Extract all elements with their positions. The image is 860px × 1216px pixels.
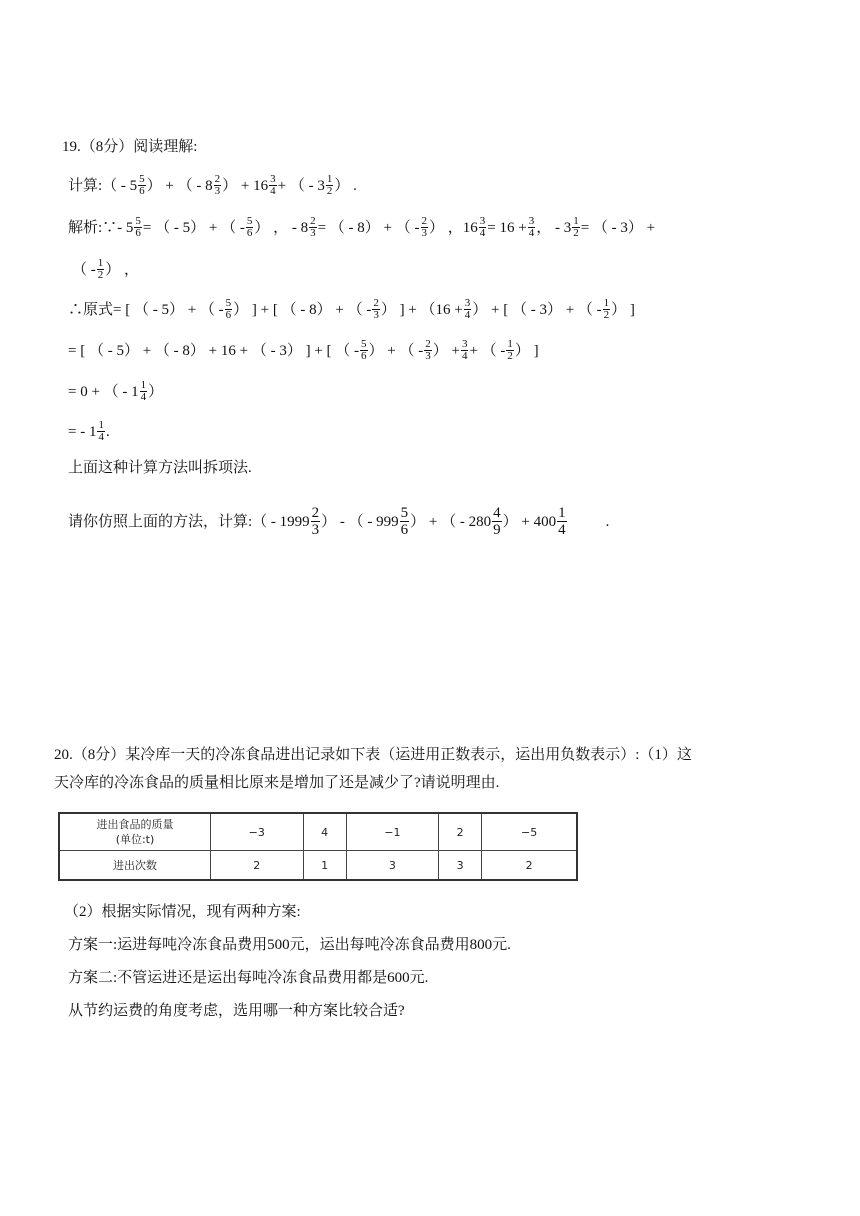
q20-question: 从节约运费的角度考虑，选用哪一种方案比较合适? (68, 1003, 405, 1019)
table-row-mass (59, 813, 577, 851)
mass-cell: −5 (482, 813, 577, 851)
q20-intro-line2: 天冷库的冷冻食品的质量相比原来是增加了还是减少了?请说明理由. (54, 775, 500, 791)
mass-cell: 2 (439, 813, 482, 851)
table-row-count (59, 851, 577, 881)
q19-header: 19.（8分）阅读理解: (62, 139, 198, 155)
q19-step2: = [ （ - 5） + （ - 8） + 16 + （ - 3） ] + [ （ - $\frac{5}{6}$ ） + （ - $\frac{2}{3}$ ） + $\frac{3}{4}$ + （ - $\frac{1}{2}$ ） ] (68, 338, 539, 362)
count-cell: 2 (482, 851, 577, 881)
q19-calc-expression: 计算: （ - 5 $\frac{5}{6}$ ） + （ - 8 $\frac{2}{3}$ ） + 16 $\frac{3}{4}$ + （ - 3 $\frac{1}{2}$ ） . (68, 173, 357, 197)
q19-step4: = - 1 $\frac{1}{4}$ . (68, 419, 110, 443)
count-cell: 1 (303, 851, 346, 881)
calc-label: 计算: (68, 177, 103, 194)
food-record-table (58, 812, 578, 881)
mass-cell: 4 (303, 813, 346, 851)
q20-intro-line1: 20.（8分）某冷库一天的冷冻食品进出记录如下表（运进用正数表示，运出用负数表示）:（1）这 (54, 747, 692, 763)
q19-analysis-line2: （ - $\frac{1}{2}$ ） ， (72, 257, 140, 281)
mass-cell: −1 (346, 813, 439, 851)
q19-step1: ∴原式 = [ （ - 5） + （ - $\frac{5}{6}$ ） ] + [ （ - 8） + （ - $\frac{2}{3}$ ） ] + （16 + $\frac{3}{4}$ ） + [ （ - 3） + （ - $\frac{1}{2}$ ） ] (68, 297, 635, 321)
mass-header: 进出食品的质量 (单位:t) (59, 813, 211, 851)
count-cell: 2 (211, 851, 304, 881)
q19-task: 请你仿照上面的方法，计算: （ - 1999 $\frac{2}{3}$ ） - （ - 999 $\frac{5}{6}$ ） + （ - 280 $\frac{4}{9}$ ） + 400 $\frac{1}{4}$ . (68, 505, 610, 538)
mass-cell: −3 (211, 813, 304, 851)
q20-plan1: 方案一:运进每吨冷冻食品费用500元，运出每吨冷冻食品费用800元. (68, 937, 511, 953)
q20-part2: （2）根据实际情况，现有两种方案: (64, 904, 301, 920)
q20-plan2: 方案二:不管运进还是运出每吨冷冻食品费用都是600元. (68, 970, 429, 986)
count-header: 进出次数 (59, 851, 211, 881)
count-cell: 3 (346, 851, 439, 881)
q19-analysis-line1: 解析:∵ - 5 $\frac{5}{6}$ = （ - 5） + （ - $\frac{5}{6}$ ） ， - 8 $\frac{2}{3}$ = （ - 8） + （ - $\frac{2}{3}$ ） ，16 $\frac{3}{4}$ = 16 + $\frac{3}{4}$ ， - 3 $\frac{1}{2}$ = （ - 3） + (68, 215, 656, 239)
q19-step3: = 0 + （ - 1 $\frac{1}{4}$ ） (68, 379, 164, 403)
q19-method-note: 上面这种计算方法叫拆项法. (68, 460, 252, 476)
analysis-label: 解析:∵ (68, 219, 118, 236)
count-cell: 3 (439, 851, 482, 881)
therefore-label: ∴原式 (68, 301, 114, 318)
